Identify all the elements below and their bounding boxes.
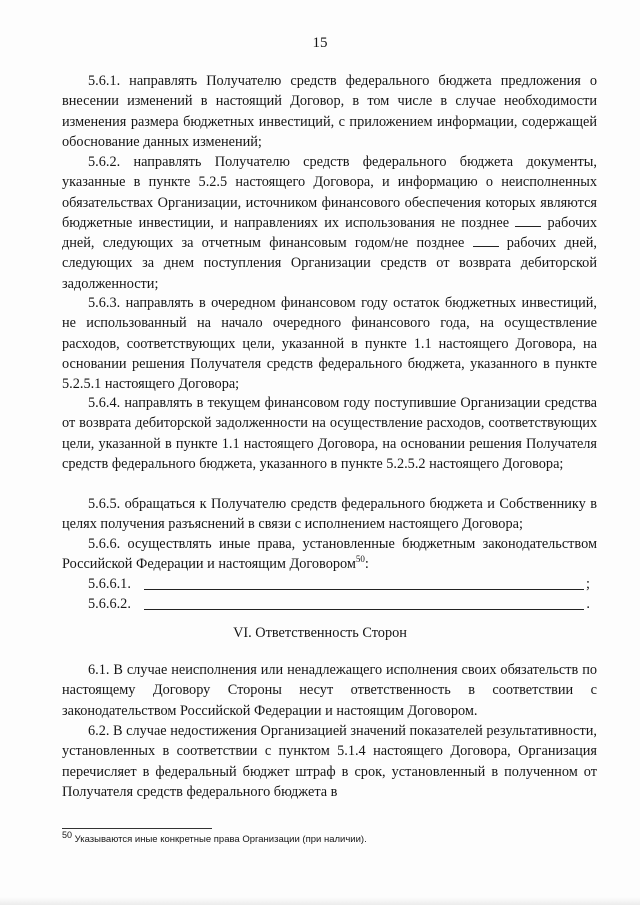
paragraph-text: 5.6.3. направлять в очередном финансовом году остаток бюджетных инвестиций, не использованный на начало очередного финансового года, на осуществление расходов, соответствующих цели, указанной в пункте 1.1 настоящего Договора, на основании решения Получателя средств федерального бюджета, указанного в пункте 5.2.5.1 настоящего Договора; (62, 295, 597, 393)
paragraph-text: рабочих дней, следующих за днем поступления Организации средств от возврата дебиторской задолженности; (62, 235, 597, 292)
paragraph-text: рабочих дней, следующих за отчетным финансовым годом/не позднее (62, 214, 598, 252)
section-title: VI. Ответственность Сторон (233, 625, 407, 641)
paragraph-5-6-6 (62, 534, 597, 575)
fill-line-5-6-6-1 (88, 574, 598, 594)
page-number: 15 (312, 35, 328, 51)
paragraph-text: 5.6.5. обращаться к Получателю средств федерального бюджета и Собственнику в целях получения разъяснений в связи с исполнением настоящего Договора; (62, 496, 597, 533)
fill-line-label: 5.6.6.2. (88, 596, 131, 612)
footnote-text: Указываются иные конкретные права Организации (при наличии). (74, 834, 367, 845)
footnote-divider (62, 828, 212, 829)
paragraph-text: 5.6.4. направлять в текущем финансовом году поступившие Организации средства от возврата дебиторской задолженности на осуществление расходов, соответствующих цели, указанной в пункте 1.1 настоящего Договора, на основании решения Получателя средств федерального бюджета, указанного в пункте 5.2.5.2 настоящего Договора; (62, 395, 597, 472)
fill-line-end: . (586, 596, 590, 612)
paragraph-5-6-4 (62, 393, 597, 474)
paragraph-text: 6.1. В случае неисполнения или ненадлежащего исполнения своих обязательств по настоящему Договору Стороны несут ответственность в соответствии с законодательством Российской Федерации и настоящим Договором. (62, 662, 597, 719)
footnote (62, 829, 602, 845)
paragraph-text: : (364, 556, 369, 573)
fill-line-5-6-6-2 (88, 594, 598, 614)
paragraph-6-2 (62, 721, 597, 802)
paragraph-5-6-5 (62, 494, 597, 535)
fill-line-rule (144, 589, 584, 590)
fill-line-end: ; (586, 576, 590, 592)
footnote-number: 50 (62, 829, 73, 840)
paragraph-5-6-2 (62, 152, 597, 294)
scan-edge (0, 897, 640, 905)
paragraph-5-6-1 (62, 71, 597, 152)
paragraph-text: 6.2. В случае недостижения Организацией значений показателей результативности, установленных в соответствии с пунктом 5.1.4 настоящего Договора, Организация перечисляет в федеральный бюджет штраф в срок, установленный в полученном от Получателя средств федерального бюджета в (62, 723, 597, 800)
blank-field (515, 214, 541, 227)
fill-line-label: 5.6.6.1. (88, 576, 131, 592)
paragraph-6-1 (62, 660, 597, 721)
paragraph-text: 5.6.6. осуществлять иные права, установленные бюджетным законодательством Российской Федерации и настоящим Договором (62, 536, 597, 573)
footnote-ref: 50 (355, 554, 365, 565)
paragraph-text: 5.6.1. направлять Получателю средств федерального бюджета предложения о внесении изменений в настоящий Договор, в том числе в случае необходимости изменения размера бюджетных инвестиций, с приложением информации, содержащей обоснование данных изменений; (62, 73, 597, 150)
paragraph-5-6-3 (62, 293, 597, 394)
paragraph-text: 5.6.2. направлять Получателю средств федерального бюджета документы, указанные в пункте 5.2.5 настоящего Договора, и информацию о неисполненных обязательствах Организации, источником финансового обеспечения которых являются бюджетные инвестиции, и направлениях их использования не позднее (62, 154, 597, 231)
fill-line-rule (144, 609, 584, 610)
blank-field (473, 234, 499, 247)
